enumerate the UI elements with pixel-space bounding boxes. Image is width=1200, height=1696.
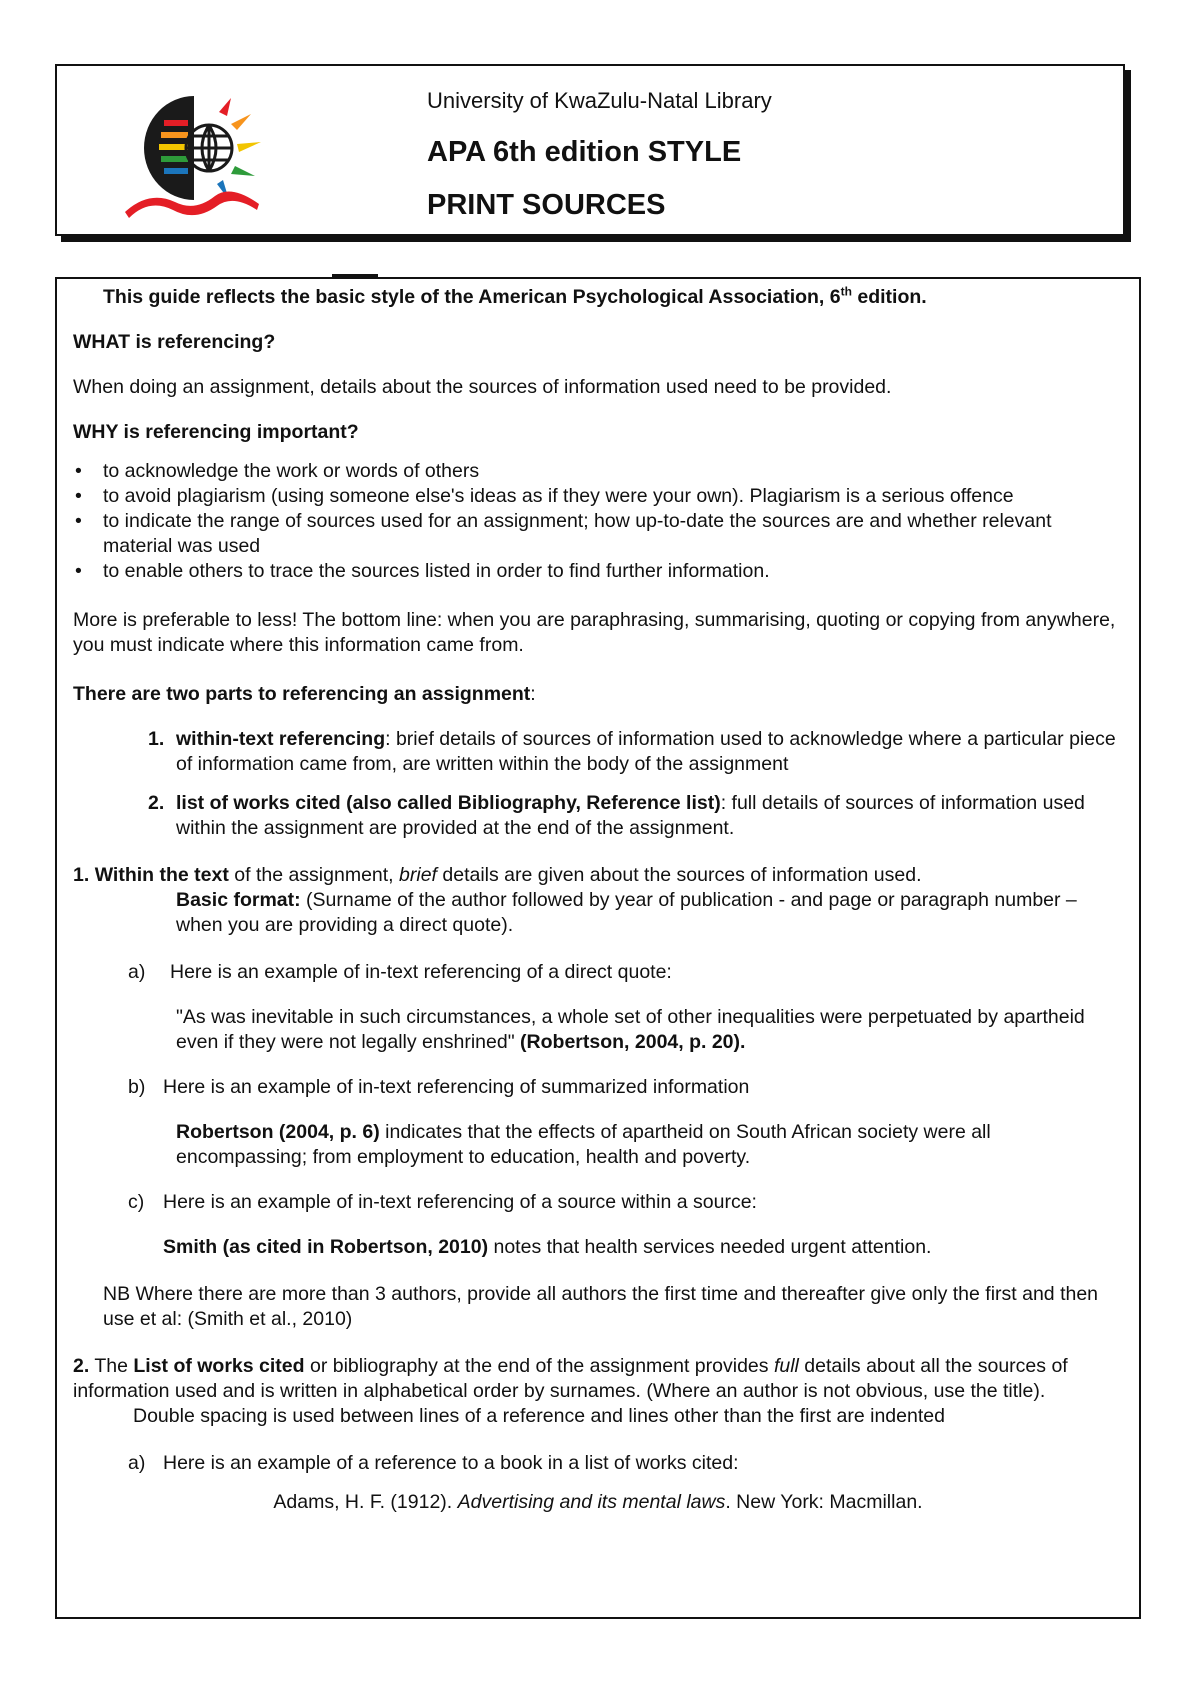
what-heading: WHAT is referencing? (73, 331, 276, 353)
why-heading: WHY is referencing important? (73, 421, 359, 443)
list-item: • to indicate the range of sources used for an assignment; how up-to-date the sources are and whether relevant material was used (73, 509, 1123, 559)
part-term: within-text referencing (176, 728, 386, 750)
what-body: When doing an assignment, details about the sources of information used need to be provided. (73, 376, 892, 398)
example-2a-label (73, 1451, 1123, 1476)
example-letter: a) (128, 961, 146, 983)
section1-intro (73, 863, 1123, 888)
content (73, 285, 1123, 1515)
more-paragraph: More is preferable to less! The bottom line: when you are paraphrasing, summarising, quoting or copying from anywhere, you must indicate where this information came from. (73, 609, 1116, 656)
why-list (73, 459, 1123, 584)
section1-italic: brief (399, 864, 437, 886)
header-box (55, 64, 1125, 236)
intro-text: This guide reflects the basic style of the American Psychological Association, 6 (103, 286, 841, 308)
example-a-label (73, 960, 1123, 985)
part-term: list of works cited (also called Bibliography, Reference list) (176, 792, 721, 814)
format-label: Basic format: (176, 889, 301, 911)
section2-num: 2. (73, 1355, 90, 1377)
quote-text: "As was inevitable in such circumstances, a whole set of other inequalities were perpetuated by apartheid even if they were not legally enshrined" (176, 1006, 1085, 1053)
example-label: Here is an example of in-text referencing of a direct quote: (170, 961, 672, 983)
list-item: • to avoid plagiarism (using someone else's ideas as if they were your own). Plagiarism is a serious offence (73, 484, 1123, 509)
example-label: Here is an example of in-text referencing of summarized information (163, 1076, 750, 1098)
example-label: Here is an example of a reference to a book in a list of works cited: (163, 1452, 739, 1474)
spacing-note: Double spacing is used between lines of a reference and lines other than the first are indented (133, 1405, 945, 1427)
nb-note: NB Where there are more than 3 authors, provide all authors the first time and thereafter give only the first and then use et al: (Smith et al., 2010) (103, 1283, 1099, 1330)
reference-title: Advertising and its mental laws (457, 1491, 726, 1513)
section1-lead: Within the text (94, 864, 229, 886)
example-letter: b) (128, 1076, 146, 1098)
example-cite: Robertson (2004, p. 6) (176, 1121, 380, 1143)
section2-text2: details about all the sources of information used and is written in alphabetical order by surnames. (Where an author is not obvious, use the title). (73, 1355, 1068, 1402)
example-b-body (73, 1120, 1123, 1170)
intro-sup: th (840, 284, 852, 299)
quote-cite: (Robertson, 2004, p. 20). (520, 1031, 746, 1053)
section2-lead: List of works cited (133, 1355, 305, 1377)
list-item: • to acknowledge the work or words of others (73, 459, 1123, 484)
reference-entry (73, 1490, 1123, 1515)
reference-author: Adams, H. F. (1912). (273, 1491, 458, 1513)
reference-rest: . New York: Macmillan. (725, 1491, 923, 1513)
part-num: 1. (148, 728, 165, 750)
part-desc: : brief details of sources of information used to acknowledge where a particular piece of information came from, are written within the body of the assignment (176, 728, 1116, 775)
example-c-body (73, 1235, 1123, 1260)
ukzn-logo-icon (119, 84, 269, 224)
example-a-quote (73, 1005, 1123, 1055)
section1-text1: of the assignment, (228, 864, 400, 886)
header-text (427, 88, 772, 222)
section2-text1: or bibliography at the end of the assignment provides (304, 1355, 774, 1377)
section2-pre: The (89, 1355, 134, 1377)
parts-colon: : (530, 683, 536, 705)
guide-subtitle: PRINT SOURCES (427, 189, 666, 221)
part-desc: : full details of sources of information used within the assignment are provided at the end of the assignment. (176, 792, 1085, 839)
intro-tail: edition. (851, 286, 927, 308)
part-item-2 (73, 791, 1123, 841)
example-c-label (73, 1190, 1123, 1215)
basic-format (73, 888, 1123, 938)
format-text: (Surname of the author followed by year of publication - and page or paragraph number – when you are providing a direct quote). (176, 889, 1077, 936)
section2-italic: full (773, 1355, 799, 1377)
example-letter: c) (128, 1191, 145, 1213)
example-rest: notes that health services needed urgent attention. (488, 1236, 932, 1258)
section1-text2: details are given about the sources of information used. (436, 864, 922, 886)
part-item-1 (73, 727, 1123, 777)
section2-intro (73, 1354, 1123, 1404)
library-name: University of KwaZulu-Natal Library (427, 88, 772, 113)
example-label: Here is an example of in-text referencing of a source within a source: (163, 1191, 757, 1213)
example-rest: indicates that the effects of apartheid on South African society were all encompassing; from employment to education, health and poverty. (176, 1121, 991, 1168)
part-num: 2. (148, 792, 165, 814)
example-b-label (73, 1075, 1123, 1100)
parts-heading-line (73, 682, 1123, 707)
example-letter: a) (128, 1452, 146, 1474)
guide-title: APA 6th edition STYLE (427, 136, 742, 168)
example-cite: Smith (as cited in Robertson, 2010) (163, 1236, 489, 1258)
parts-heading: There are two parts to referencing an assignment (73, 683, 531, 705)
intro-line (73, 285, 1123, 310)
list-item: • to enable others to trace the sources listed in order to find further information. (73, 559, 1123, 584)
section1-num: 1. (73, 864, 90, 886)
